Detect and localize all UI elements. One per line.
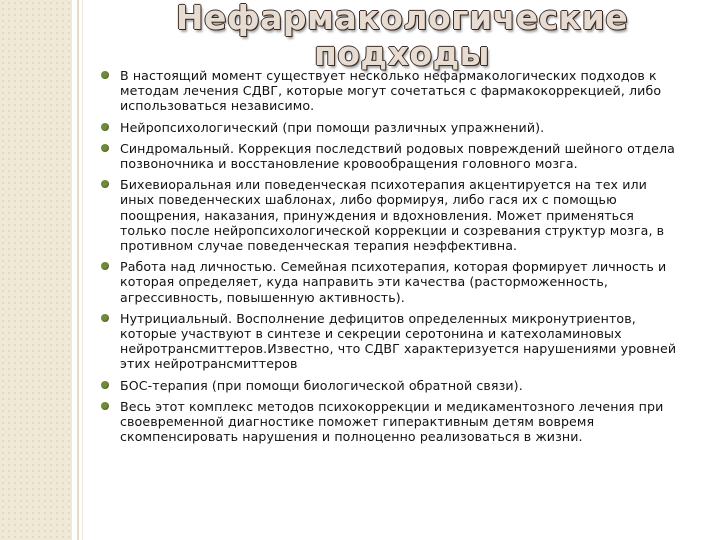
bullet-icon — [101, 123, 109, 131]
vertical-divider — [77, 0, 79, 540]
list-item — [100, 259, 680, 305]
bullet-icon — [101, 144, 109, 152]
title-line-1: Нефармакологические — [175, 0, 629, 37]
list-item — [100, 311, 680, 372]
list-item-text: БОС-терапия (при помощи биологической обратной связи). — [120, 377, 523, 393]
list-item-text: Весь этот комплекс методов психокоррекции и медикаментозного лечения при своевременной диагностике поможет гиперактивным детям вовремя скомпенсировать нарушения и полноценно реализоваться в жизни. — [120, 398, 664, 445]
bullet-list — [100, 68, 680, 450]
bullet-icon — [101, 262, 109, 270]
list-item — [100, 141, 680, 171]
list-item — [100, 120, 680, 135]
list-item — [100, 177, 680, 253]
list-item — [100, 68, 680, 114]
list-item-text: Бихевиоральная или поведенческая психотерапия акцентируется на тех или иных поведенческих шаблонах, либо формируя, либо гася их с помощью поощрения, наказания, принуждения и вдохновления. Может применяться только после нейропсихологической коррекции и созревания структур мозга, в противном случае поведенческая терапия неэффективна. — [120, 177, 665, 254]
bullet-icon — [101, 402, 109, 410]
bullet-icon — [101, 314, 109, 322]
title-line-2: подходы — [313, 34, 491, 73]
list-item-text: Работа над личностью. Семейная психотерапия, которая формирует личность и которая определяет, куда направить эти качества (расторможенность, агрессивность, повышенную активность). — [120, 259, 667, 305]
vertical-divider-thin — [82, 0, 83, 540]
decorative-sidebar — [0, 0, 72, 540]
list-item-text: Синдромальный. Коррекция последствий родовых повреждений шейного отдела позвоночника и восстановление кровообращения головного мозга. — [120, 140, 675, 172]
bullet-icon — [101, 180, 109, 188]
slide-title — [84, 0, 720, 72]
bullet-icon — [101, 71, 109, 79]
list-item — [100, 378, 680, 393]
list-item-text: Нутрициальный. Восполнение дефицитов определенных микронутриентов, которые участвуют в синтезе и секреции серотонина и катехоламиновых нейротрансмиттеров.Известно, что СДВГ характеризуется нарушениями уровней этих нейротрансмиттеров — [120, 310, 677, 372]
list-item-text: В настоящий момент существует несколько нефармакологических подходов к методам лечения СДВГ, которые могут сочетаться с фармакокоррекцией, либо использоваться независимо. — [120, 68, 662, 114]
list-item — [100, 399, 680, 445]
list-item-text: Нейропсихологический (при помощи различных упражнений). — [120, 119, 545, 135]
bullet-icon — [101, 381, 109, 389]
